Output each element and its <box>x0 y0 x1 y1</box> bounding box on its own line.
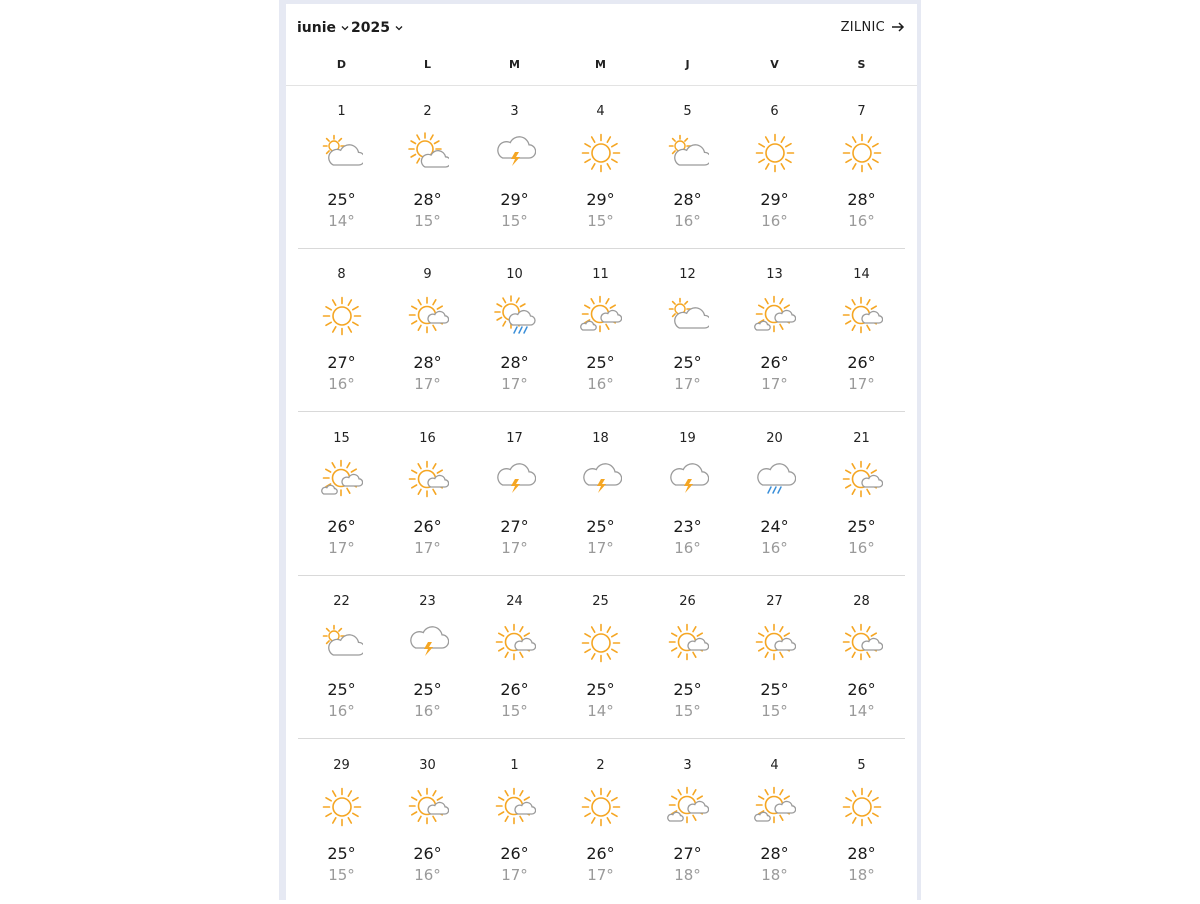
day-number: 6 <box>770 104 779 119</box>
day-number: 3 <box>510 104 519 119</box>
min-temperature: 17° <box>674 375 701 393</box>
day-cell[interactable] <box>384 249 471 412</box>
day-cell[interactable] <box>557 249 644 412</box>
day-number: 7 <box>857 104 866 119</box>
day-number: 16 <box>419 431 436 446</box>
weekday-label: M <box>509 58 520 71</box>
day-cell[interactable] <box>298 576 385 739</box>
sun-icon <box>580 622 622 664</box>
sun-small-cloud-icon <box>407 459 449 501</box>
min-temperature: 15° <box>587 212 614 230</box>
sun-icon <box>841 132 883 174</box>
max-temperature: 25° <box>413 680 442 699</box>
max-temperature: 25° <box>847 517 876 536</box>
day-number: 11 <box>592 267 609 282</box>
day-cell[interactable] <box>731 86 818 249</box>
min-temperature: 17° <box>848 375 875 393</box>
max-temperature: 25° <box>327 190 356 209</box>
max-temperature: 27° <box>500 517 529 536</box>
min-temperature: 15° <box>328 866 355 884</box>
sun-icon <box>321 295 363 337</box>
day-cell[interactable] <box>557 740 644 903</box>
rain-cloud-icon <box>754 459 796 501</box>
day-number: 8 <box>337 267 346 282</box>
min-temperature: 16° <box>674 539 701 557</box>
sun-icon <box>321 786 363 828</box>
day-cell[interactable] <box>644 249 731 412</box>
day-number: 18 <box>592 431 609 446</box>
max-temperature: 28° <box>413 190 442 209</box>
min-temperature: 17° <box>501 375 528 393</box>
min-temperature: 16° <box>674 212 701 230</box>
day-number: 1 <box>337 104 346 119</box>
day-cell[interactable] <box>471 740 558 903</box>
min-temperature: 18° <box>761 866 788 884</box>
sun-icon <box>841 786 883 828</box>
day-number: 2 <box>596 758 605 773</box>
min-temperature: 17° <box>501 866 528 884</box>
day-cell[interactable] <box>818 413 905 576</box>
day-number: 17 <box>506 431 523 446</box>
partly-cloudy-icon <box>321 622 363 664</box>
sun-small-cloud-icon <box>754 622 796 664</box>
max-temperature: 28° <box>413 353 442 372</box>
thunderstorm-icon <box>580 459 622 501</box>
min-temperature: 15° <box>414 212 441 230</box>
day-cell[interactable] <box>471 576 558 739</box>
day-cell[interactable] <box>644 740 731 903</box>
min-temperature: 17° <box>761 375 788 393</box>
min-temperature: 17° <box>414 539 441 557</box>
day-number: 25 <box>592 594 609 609</box>
max-temperature: 23° <box>673 517 702 536</box>
max-temperature: 25° <box>586 353 615 372</box>
weekday-label: L <box>423 58 431 71</box>
max-temperature: 25° <box>586 517 615 536</box>
day-number: 2 <box>423 104 432 119</box>
max-temperature: 27° <box>327 353 356 372</box>
sun-small-cloud-icon <box>407 786 449 828</box>
sun-small-cloud-icon <box>494 622 536 664</box>
day-number: 12 <box>679 267 696 282</box>
week-row <box>286 413 917 576</box>
day-number: 3 <box>683 758 692 773</box>
sun-small-cloud-icon <box>841 622 883 664</box>
day-cell[interactable] <box>557 413 644 576</box>
sun-small-cloud-icon <box>494 786 536 828</box>
sun-small-cloud-icon <box>841 295 883 337</box>
day-cell[interactable] <box>298 740 385 903</box>
min-temperature: 16° <box>328 702 355 720</box>
day-number: 30 <box>419 758 436 773</box>
day-cell[interactable] <box>644 86 731 249</box>
day-number: 21 <box>853 431 870 446</box>
day-number: 28 <box>853 594 870 609</box>
max-temperature: 25° <box>673 353 702 372</box>
min-temperature: 14° <box>587 702 614 720</box>
day-number: 23 <box>419 594 436 609</box>
max-temperature: 28° <box>847 190 876 209</box>
day-cell[interactable] <box>731 413 818 576</box>
day-cell[interactable] <box>384 740 471 903</box>
thunderstorm-icon <box>494 459 536 501</box>
min-temperature: 16° <box>761 212 788 230</box>
min-temperature: 14° <box>848 702 875 720</box>
sun-with-clouds-icon <box>580 295 622 337</box>
sun-with-clouds-icon <box>754 295 796 337</box>
max-temperature: 26° <box>760 353 789 372</box>
day-number: 10 <box>506 267 523 282</box>
week-row <box>286 86 917 249</box>
weekday-label: S <box>857 58 866 71</box>
max-temperature: 25° <box>327 844 356 863</box>
min-temperature: 16° <box>848 212 875 230</box>
thunderstorm-icon <box>494 132 536 174</box>
max-temperature: 28° <box>760 844 789 863</box>
day-number: 5 <box>857 758 866 773</box>
max-temperature: 26° <box>413 844 442 863</box>
thunderstorm-icon <box>407 622 449 664</box>
min-temperature: 18° <box>674 866 701 884</box>
week-row <box>286 576 917 739</box>
min-temperature: 16° <box>848 539 875 557</box>
min-temperature: 16° <box>761 539 788 557</box>
sun-small-cloud-icon <box>407 295 449 337</box>
max-temperature: 26° <box>500 680 529 699</box>
week-row <box>286 740 917 903</box>
day-cell[interactable] <box>731 576 818 739</box>
max-temperature: 24° <box>760 517 789 536</box>
day-cell[interactable] <box>298 249 385 412</box>
day-cell[interactable] <box>731 740 818 903</box>
min-temperature: 15° <box>501 212 528 230</box>
min-temperature: 15° <box>674 702 701 720</box>
daily-view-link[interactable] <box>841 16 905 38</box>
day-cell[interactable] <box>818 249 905 412</box>
min-temperature: 17° <box>587 539 614 557</box>
day-cell[interactable] <box>384 576 471 739</box>
day-cell[interactable] <box>384 413 471 576</box>
year-label: 2025 <box>351 20 390 36</box>
chevron-down-icon <box>340 23 350 33</box>
sun-rain-icon <box>494 295 536 337</box>
day-cell[interactable] <box>471 413 558 576</box>
daily-view-label: ZILNIC <box>840 19 885 35</box>
week-divider <box>298 411 905 412</box>
day-number: 5 <box>683 104 692 119</box>
thunderstorm-icon <box>667 459 709 501</box>
min-temperature: 16° <box>414 702 441 720</box>
weekday-header-row <box>286 48 917 86</box>
max-temperature: 27° <box>673 844 702 863</box>
max-temperature: 28° <box>847 844 876 863</box>
partly-cloudy-icon <box>667 295 709 337</box>
weekday-label: M <box>595 58 606 71</box>
min-temperature: 17° <box>414 375 441 393</box>
weekday-label: J <box>685 58 690 71</box>
min-temperature: 14° <box>328 212 355 230</box>
partly-cloudy-icon <box>667 132 709 174</box>
calendar-header <box>286 4 917 48</box>
chevron-down-icon <box>394 23 404 33</box>
max-temperature: 29° <box>760 190 789 209</box>
day-cell[interactable] <box>818 86 905 249</box>
min-temperature: 15° <box>761 702 788 720</box>
arrow-right-icon <box>891 21 905 33</box>
max-temperature: 29° <box>586 190 615 209</box>
day-number: 20 <box>766 431 783 446</box>
min-temperature: 16° <box>414 866 441 884</box>
day-number: 27 <box>766 594 783 609</box>
month-label: iunie <box>297 20 337 36</box>
day-cell[interactable] <box>818 740 905 903</box>
max-temperature: 29° <box>500 190 529 209</box>
max-temperature: 28° <box>673 190 702 209</box>
day-cell[interactable] <box>298 413 385 576</box>
day-cell[interactable] <box>731 249 818 412</box>
sun-icon <box>580 132 622 174</box>
day-number: 22 <box>333 594 350 609</box>
year-picker[interactable] <box>351 16 404 40</box>
partly-cloudy-icon <box>321 132 363 174</box>
max-temperature: 26° <box>847 680 876 699</box>
sun-small-cloud-icon <box>667 622 709 664</box>
sun-behind-cloud-icon <box>407 132 449 174</box>
max-temperature: 26° <box>586 844 615 863</box>
day-number: 13 <box>766 267 783 282</box>
sun-with-clouds-icon <box>754 786 796 828</box>
day-cell[interactable] <box>384 86 471 249</box>
day-cell[interactable] <box>557 576 644 739</box>
day-number: 9 <box>423 267 432 282</box>
max-temperature: 25° <box>586 680 615 699</box>
day-number: 15 <box>333 431 350 446</box>
day-cell[interactable] <box>471 86 558 249</box>
weekday-label: D <box>336 58 347 71</box>
min-temperature: 18° <box>848 866 875 884</box>
sun-icon <box>754 132 796 174</box>
day-number: 4 <box>770 758 779 773</box>
sun-small-cloud-icon <box>841 459 883 501</box>
max-temperature: 28° <box>500 353 529 372</box>
day-number: 1 <box>510 758 519 773</box>
min-temperature: 17° <box>328 539 355 557</box>
day-cell[interactable] <box>644 413 731 576</box>
max-temperature: 25° <box>673 680 702 699</box>
max-temperature: 26° <box>327 517 356 536</box>
max-temperature: 25° <box>327 680 356 699</box>
sun-with-clouds-icon <box>667 786 709 828</box>
max-temperature: 26° <box>413 517 442 536</box>
month-picker[interactable] <box>297 16 350 40</box>
max-temperature: 26° <box>847 353 876 372</box>
weekday-label: V <box>770 58 779 71</box>
sun-with-clouds-icon <box>321 459 363 501</box>
day-cell[interactable] <box>644 576 731 739</box>
week-divider <box>298 738 905 739</box>
min-temperature: 16° <box>328 375 355 393</box>
min-temperature: 15° <box>501 702 528 720</box>
calendar-card <box>286 4 917 904</box>
day-number: 14 <box>853 267 870 282</box>
min-temperature: 17° <box>587 866 614 884</box>
day-cell[interactable] <box>298 86 385 249</box>
max-temperature: 26° <box>500 844 529 863</box>
day-cell[interactable] <box>557 86 644 249</box>
day-number: 19 <box>679 431 696 446</box>
day-number: 4 <box>596 104 605 119</box>
max-temperature: 25° <box>760 680 789 699</box>
day-number: 24 <box>506 594 523 609</box>
week-row <box>286 249 917 412</box>
day-cell[interactable] <box>818 576 905 739</box>
min-temperature: 17° <box>501 539 528 557</box>
min-temperature: 16° <box>587 375 614 393</box>
day-number: 29 <box>333 758 350 773</box>
day-number: 26 <box>679 594 696 609</box>
day-cell[interactable] <box>471 249 558 412</box>
sun-icon <box>580 786 622 828</box>
